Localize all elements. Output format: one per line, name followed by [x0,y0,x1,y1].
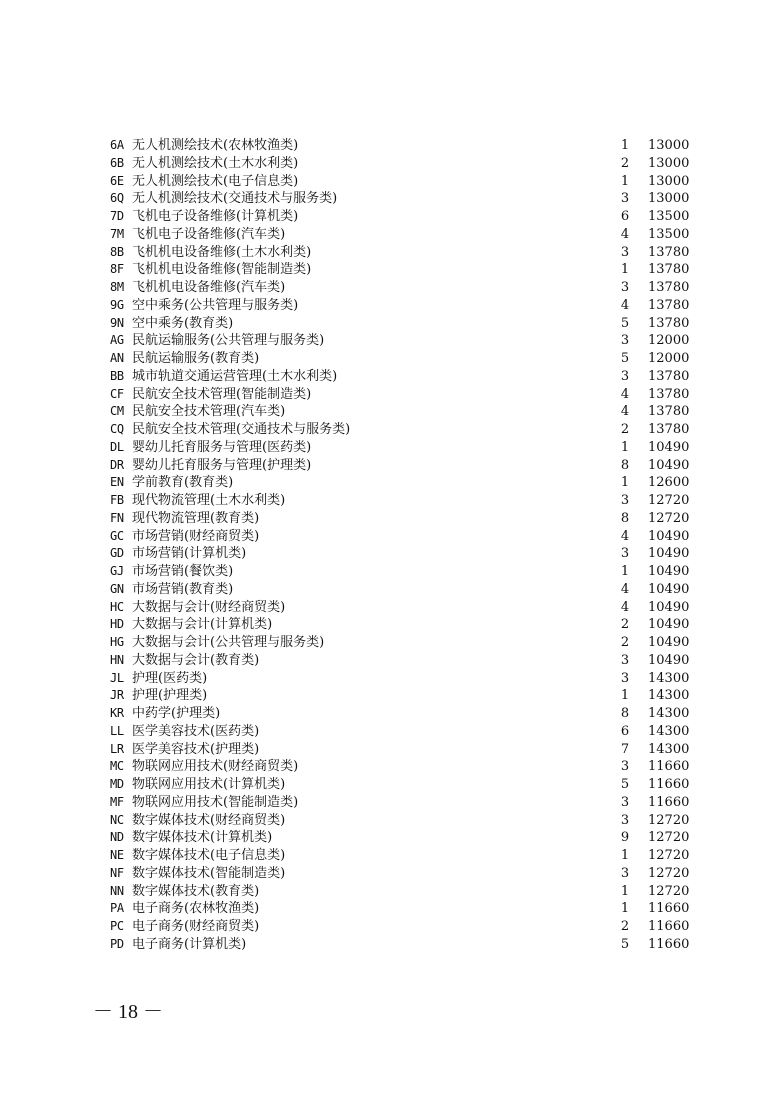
enrollment-count: 1 [620,564,630,579]
enrollment-count: 1 [620,848,630,863]
list-item [110,474,690,492]
list-item [110,652,690,670]
enrollment-count: 4 [620,226,630,242]
major-code: 6B [110,155,124,170]
enrollment-count: 3 [620,280,630,295]
list-item [110,758,690,776]
enrollment-count: 2 [620,919,630,934]
enrollment-count: 7 [620,741,630,757]
tuition-amount: 11660 [648,759,690,775]
major-code: PD [110,936,124,951]
tuition-amount: 11660 [648,936,690,952]
major-code: AN [110,351,124,365]
major-code: GD [110,546,124,561]
major-code: JL [110,670,124,685]
list-item [110,439,690,457]
major-code: PC [110,919,124,933]
tuition-amount: 10490 [648,652,690,668]
enrollment-count: 5 [620,315,630,331]
enrollment-count: 4 [620,528,630,544]
list-item [110,829,690,847]
list-item [110,865,690,883]
enrollment-count: 1 [620,138,630,153]
enrollment-count: 3 [620,191,630,207]
major-code: NN [110,883,124,898]
list-item [110,581,690,599]
enrollment-count: 9 [620,830,630,846]
major-name: 大数据与会计(财经商贸类) [132,599,286,615]
major-code: GC [110,528,124,543]
major-code: 6E [110,173,124,188]
enrollment-count: 1 [620,883,630,899]
major-name: 空中乘务(公共管理与服务类) [132,297,299,313]
enrollment-count: 4 [620,404,630,420]
tuition-amount: 10490 [648,635,690,650]
list-item [110,315,690,333]
tuition-amount: 12720 [648,493,690,508]
tuition-amount: 13780 [648,404,690,420]
list-item [110,510,690,528]
list-item [110,634,690,652]
major-name: 飞机机电设备维修(汽车类) [132,280,286,295]
list-item [110,528,690,546]
tuition-amount: 10490 [648,457,690,473]
major-name: 飞机电子设备维修(汽车类) [132,226,286,242]
enrollment-count: 1 [620,475,630,491]
major-name: 数字媒体技术(教育类) [132,883,260,899]
major-code: NC [110,812,124,827]
enrollment-count: 2 [620,155,630,171]
major-name: 城市轨道交通运营管理(土木水利类) [132,368,338,384]
tuition-amount: 10490 [648,546,690,562]
major-name: 婴幼儿托育服务与管理(医药类) [132,439,312,455]
major-name: 市场营销(餐饮类) [132,564,234,579]
tuition-amount: 13500 [648,226,690,242]
tuition-amount: 13780 [648,244,690,260]
list-item [110,545,690,563]
major-name: 无人机测绘技术(电子信息类) [132,173,299,189]
major-code: 8M [110,280,124,294]
major-code: 8F [110,262,124,277]
list-item [110,918,690,936]
major-name: 婴幼儿托育服务与管理(护理类) [132,457,312,473]
list-item [110,244,690,262]
major-name: 无人机测绘技术(交通技术与服务类) [132,191,338,207]
enrollment-count: 8 [620,510,630,526]
enrollment-count: 5 [620,777,630,792]
major-code: DR [110,457,124,472]
major-name: 空中乘务(教育类) [132,315,234,331]
major-name: 护理(护理类) [132,688,208,704]
major-code: 9G [110,297,124,312]
tuition-amount: 13780 [648,368,690,384]
list-item [110,687,690,705]
list-item [110,599,690,617]
enrollment-count: 4 [620,599,630,615]
list-item [110,403,690,421]
major-code: 7D [110,209,124,223]
major-name: 大数据与会计(公共管理与服务类) [132,635,325,650]
enrollment-count: 3 [620,794,630,810]
tuition-amount: 13780 [648,386,690,402]
major-name: 民航运输服务(教育类) [132,351,260,366]
enrollment-count: 8 [620,457,630,473]
enrollment-count: 3 [620,759,630,775]
major-name: 物联网应用技术(计算机类) [132,777,286,792]
major-name: 民航安全技术管理(交通技术与服务类) [132,422,351,437]
list-item [110,616,690,634]
major-name: 飞机机电设备维修(智能制造类) [132,262,312,278]
major-name: 电子商务(财经商贸类) [132,919,260,934]
enrollment-count: 3 [620,244,630,260]
list-item [110,492,690,510]
list-item [110,670,690,688]
major-name: 护理(医药类) [132,670,208,686]
list-item [110,297,690,315]
enrollment-count: 1 [620,262,630,278]
major-code: 7M [110,226,124,241]
major-code: AG [110,333,124,348]
major-name: 民航安全技术管理(智能制造类) [132,386,312,402]
tuition-amount: 14300 [648,706,690,721]
major-list [110,137,690,954]
major-name: 数字媒体技术(财经商贸类) [132,812,286,828]
enrollment-count: 3 [620,865,630,881]
list-item [110,386,690,404]
major-name: 物联网应用技术(智能制造类) [132,794,299,810]
major-name: 大数据与会计(教育类) [132,652,260,668]
major-code: GN [110,581,124,596]
list-item [110,190,690,208]
major-code: BB [110,368,124,383]
major-code: LL [110,723,124,738]
list-item [110,883,690,901]
tuition-amount: 13000 [648,191,690,207]
list-item [110,137,690,155]
tuition-amount: 13000 [648,173,690,189]
major-name: 医学美容技术(护理类) [132,741,260,757]
major-name: 中药学(护理类) [132,706,221,721]
list-item [110,563,690,581]
enrollment-count: 3 [620,652,630,668]
tuition-amount: 13000 [648,138,690,153]
enrollment-count: 2 [620,422,630,437]
tuition-amount: 13780 [648,422,690,437]
list-item [110,421,690,439]
tuition-amount: 13780 [648,262,690,278]
major-code: HD [110,617,124,632]
enrollment-count: 2 [620,635,630,650]
list-item [110,723,690,741]
list-item [110,847,690,865]
enrollment-count: 3 [620,670,630,686]
tuition-amount: 12720 [648,830,690,846]
list-item [110,368,690,386]
tuition-amount: 12720 [648,510,690,526]
major-code: EN [110,475,124,490]
tuition-amount: 10490 [648,581,690,597]
enrollment-count: 4 [620,386,630,402]
major-name: 大数据与会计(计算机类) [132,617,273,633]
enrollment-count: 3 [620,812,630,828]
tuition-amount: 12720 [648,848,690,863]
list-item [110,457,690,475]
major-code: FB [110,493,124,507]
tuition-amount: 11660 [648,794,690,810]
tuition-amount: 14300 [648,688,690,704]
enrollment-count: 1 [620,901,630,917]
major-name: 数字媒体技术(计算机类) [132,830,273,846]
major-name: 数字媒体技术(电子信息类) [132,848,286,863]
list-item [110,279,690,297]
tuition-amount: 13780 [648,280,690,295]
enrollment-count: 1 [620,173,630,189]
major-code: JR [110,688,124,703]
list-item [110,812,690,830]
tuition-amount: 12600 [648,475,690,491]
tuition-amount: 12720 [648,865,690,881]
major-code: NF [110,865,124,880]
major-code: 8B [110,244,124,259]
tuition-amount: 11660 [648,901,690,917]
list-item [110,350,690,368]
enrollment-count: 3 [620,493,630,508]
list-item [110,705,690,723]
major-code: KR [110,706,124,720]
major-code: 9N [110,315,124,330]
major-name: 现代物流管理(教育类) [132,510,260,526]
list-item [110,261,690,279]
major-name: 飞机电子设备维修(计算机类) [132,209,299,224]
major-code: MC [110,759,124,774]
major-code: MF [110,794,124,809]
tuition-amount: 12720 [648,812,690,828]
major-code: 6A [110,138,124,152]
major-code: GJ [110,564,124,578]
major-code: HC [110,599,124,614]
enrollment-count: 3 [620,333,630,349]
major-name: 市场营销(教育类) [132,581,234,597]
enrollment-count: 5 [620,936,630,952]
major-name: 数字媒体技术(智能制造类) [132,865,286,881]
major-name: 电子商务(计算机类) [132,936,247,952]
major-name: 无人机测绘技术(农林牧渔类) [132,138,299,153]
tuition-amount: 12720 [648,883,690,899]
tuition-amount: 10490 [648,439,690,455]
tuition-amount: 13500 [648,209,690,224]
enrollment-count: 4 [620,581,630,597]
major-name: 市场营销(财经商贸类) [132,528,260,544]
major-code: 6Q [110,191,124,206]
major-name: 物联网应用技术(财经商贸类) [132,759,299,775]
tuition-amount: 10490 [648,564,690,579]
list-item [110,794,690,812]
major-code: HN [110,652,124,667]
list-item [110,936,690,954]
enrollment-count: 2 [620,617,630,633]
list-item [110,332,690,350]
enrollment-count: 3 [620,368,630,384]
tuition-amount: 11660 [648,919,690,934]
major-code: LR [110,741,124,756]
tuition-amount: 10490 [648,528,690,544]
major-name: 学前教育(教育类) [132,475,234,491]
major-code: PA [110,901,124,916]
major-code: DL [110,439,124,454]
major-name: 电子商务(农林牧渔类) [132,901,260,917]
enrollment-count: 6 [620,723,630,739]
tuition-amount: 10490 [648,617,690,633]
major-name: 市场营销(计算机类) [132,546,247,562]
tuition-amount: 13780 [648,315,690,331]
major-name: 无人机测绘技术(土木水利类) [132,155,299,171]
enrollment-count: 6 [620,209,630,224]
tuition-amount: 11660 [648,777,690,792]
major-name: 民航运输服务(公共管理与服务类) [132,333,325,349]
enrollment-count: 4 [620,297,630,313]
major-name: 民航安全技术管理(汽车类) [132,404,286,420]
list-item [110,741,690,759]
tuition-amount: 13000 [648,155,690,171]
list-item [110,900,690,918]
page-number: － 18 － [93,1001,163,1023]
list-item [110,208,690,226]
tuition-amount: 13780 [648,297,690,313]
major-code: CQ [110,422,124,436]
major-name: 医学美容技术(医药类) [132,723,260,739]
major-code: NE [110,848,124,862]
major-code: MD [110,777,124,791]
tuition-amount: 12000 [648,333,690,349]
list-item [110,155,690,173]
major-code: ND [110,830,124,845]
enrollment-count: 1 [620,439,630,455]
list-item [110,173,690,191]
tuition-amount: 14300 [648,723,690,739]
major-code: HG [110,635,124,649]
major-name: 现代物流管理(土木水利类) [132,493,286,508]
enrollment-count: 8 [620,706,630,721]
list-item [110,776,690,794]
major-name: 飞机机电设备维修(土木水利类) [132,244,312,260]
major-code: FN [110,510,124,525]
tuition-amount: 14300 [648,741,690,757]
tuition-amount: 14300 [648,670,690,686]
major-code: CM [110,404,124,419]
enrollment-count: 5 [620,351,630,366]
enrollment-count: 1 [620,688,630,704]
tuition-amount: 12000 [648,351,690,366]
enrollment-count: 3 [620,546,630,562]
tuition-amount: 10490 [648,599,690,615]
major-code: CF [110,386,124,401]
list-item [110,226,690,244]
